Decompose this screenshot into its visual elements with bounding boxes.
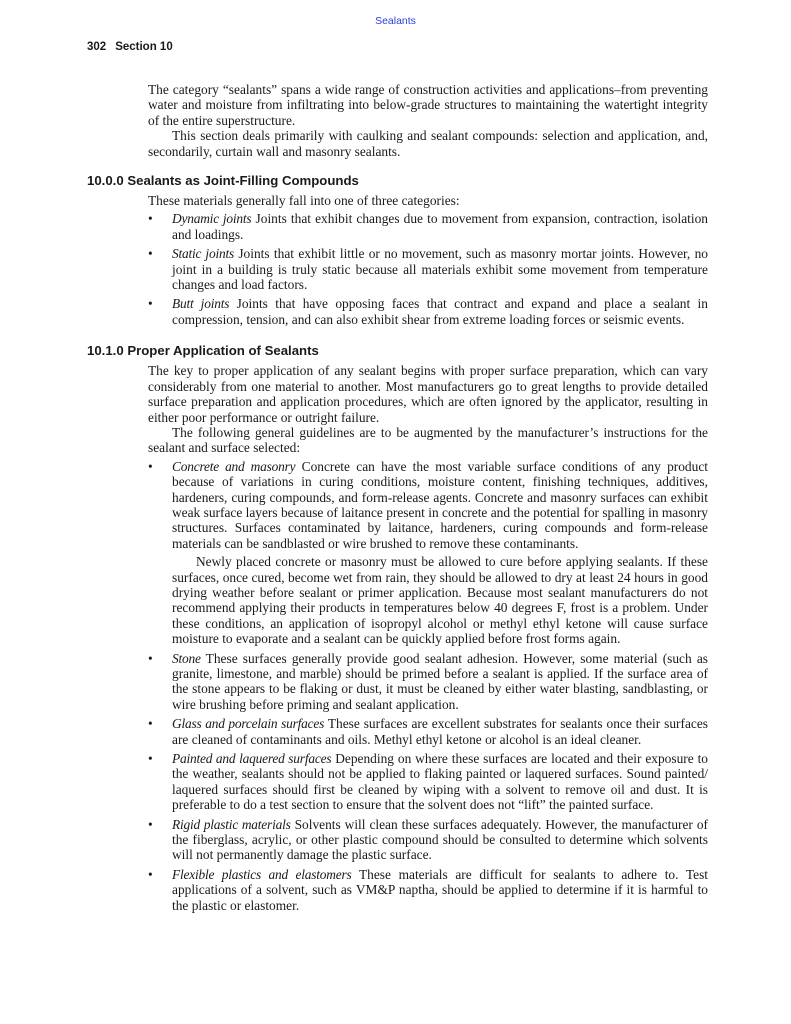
item-text: Joints that exhibit changes due to movement from expansion, contraction, isolation and loadings.	[172, 211, 708, 242]
bullet-marker: •	[148, 246, 153, 262]
item-text: Solvents will clean these surfaces adequately. However, the manufacturer of the fiberglass, acrylic, or other plastic compound should be consulted to determine which solvents will not permanently damage the plastic surface.	[172, 816, 708, 863]
item-term: Stone	[172, 650, 201, 666]
item-text: These materials are difficult for sealants to adhere to. Test applications of a solvent, such as VM&P naptha, should be applied to determine if it is harmful to the plastic or elastomer.	[172, 866, 709, 913]
section-10-1-0-paragraph-2: The following general guidelines are to be augmented by the manufacturer’s instructions for the sealant and surface selected:	[148, 424, 708, 456]
bullet-marker: •	[148, 296, 153, 312]
bullet-marker: •	[148, 458, 153, 474]
item-term: Painted and laquered surfaces	[172, 751, 332, 767]
item-text: Concrete can have the most variable surface conditions of any product because of variations in curing conditions, moisture content, finishing techniques, additives, hardeners, curing compounds, and form-release agents. Concrete and masonry surfaces can exhibit weak surface layers because of laitance present in concrete and the potential for spalling in masonry structures. Surfaces contaminated by laitance, hardeners, curing compounds and form-release materials can be sandblasted or wire brushed to remove these contaminants.	[172, 458, 708, 551]
item-term: Static joints	[172, 246, 234, 262]
bullet-marker: •	[148, 751, 153, 767]
list-item	[148, 246, 708, 292]
list-item	[148, 716, 708, 747]
item-term: Glass and porcelain surfaces	[172, 716, 325, 732]
item-term: Rigid plastic materials	[172, 816, 291, 832]
item-text: Joints that have opposing faces that contract and expand and place a sealant in compression, tension, and can also exhibit shear from extreme loading forces or seismic events.	[172, 296, 708, 327]
section-10-1-0-paragraph-1: The key to proper application of any sealant begins with proper surface preparation, which can vary considerably from one material to another. Most manufacturers go to great lengths to provide detailed surface preparation and application procedures, which are often ignored by the applicator, resulting in either poor performance or outright failure.	[148, 363, 708, 425]
bullet-marker: •	[148, 866, 153, 882]
list-item	[148, 296, 708, 327]
section-10-0-0-lead: These materials generally fall into one of three categories:	[148, 193, 460, 209]
section-heading-10-0-0: 10.0.0 Sealants as Joint-Filling Compounds	[87, 173, 359, 189]
bullet-marker: •	[148, 211, 153, 227]
item-text: These surfaces are excellent substrates for sealants once their surfaces are cleaned of contaminants and oils. Methyl ethyl ketone or alcohol is an ideal cleaner.	[172, 716, 708, 747]
intro-paragraph-1: The category “sealants” spans a wide range of construction activities and applications–from preventing water and moisture from infiltrating into below-grade structures to maintaining the watertight integrity of the entire superstructure.	[148, 82, 708, 128]
bullet-marker: •	[148, 816, 153, 832]
item-continuation: Newly placed concrete or masonry must be allowed to cure before applying sealants. If these surfaces, once cured, become wet from rain, they should be allowed to dry at least 24 hours in good drying weather before sealant or primer application. Because most sealant manufacturers do not recommend applying their products in temperatures below 40 degrees F, frost is a problem. Under these conditions, an application of isopropyl alcohol or methyl ethyl ketone will cause surface moisture to evaporate and a sealant can be quickly applied before frost forms again.	[172, 554, 708, 647]
list-item	[148, 817, 708, 863]
joint-category-list	[148, 211, 708, 327]
running-head: Sealants	[375, 15, 416, 27]
intro-paragraph-2: This section deals primarily with caulking and sealant compounds: selection and application, and, secondarily, curtain wall and masonry sealants.	[148, 128, 708, 159]
section-heading-10-1-0: 10.1.0 Proper Application of Sealants	[87, 343, 319, 359]
list-item	[148, 211, 708, 242]
item-term: Flexible plastics and elastomers	[172, 866, 352, 882]
item-term: Dynamic joints	[172, 211, 252, 227]
list-item	[148, 651, 708, 713]
page-folio	[87, 41, 173, 53]
section-label: Section 10	[115, 41, 173, 53]
item-term: Butt joints	[172, 296, 230, 312]
item-text: These surfaces generally provide good sealant adhesion. However, some material (such as granite, limestone, and marble) should be primed before a sealant is applied. If the surface area of the stone appears to be flaking or dust, it must be cleaned by either water blasting, sandblasting, or wire brushing before priming and sealant application.	[172, 650, 709, 712]
page-number: 302	[87, 41, 107, 53]
list-item	[148, 459, 708, 647]
item-term: Concrete and masonry	[172, 458, 296, 474]
item-text: Joints that exhibit little or no movement, such as masonry mortar joints. However, no joint in a building is truly static because all materials exhibit some movement from temperature changes and load factors.	[172, 246, 709, 293]
list-item	[148, 867, 708, 913]
item-text: Depending on where these surfaces are located and their exposure to the weather, sealants should not be applied to flaking painted or laquered surfaces. Sound painted/ laquered surfaces should first be cleaned by wiping with a solvent to remove oil and dust. It is preferable to do a test section to ensure that the solvent does not “lift” the painted surface.	[172, 751, 708, 813]
bullet-marker: •	[148, 650, 153, 666]
list-item	[148, 751, 708, 813]
surface-guideline-list	[148, 459, 708, 913]
bullet-marker: •	[148, 716, 153, 732]
page-body	[87, 82, 709, 917]
